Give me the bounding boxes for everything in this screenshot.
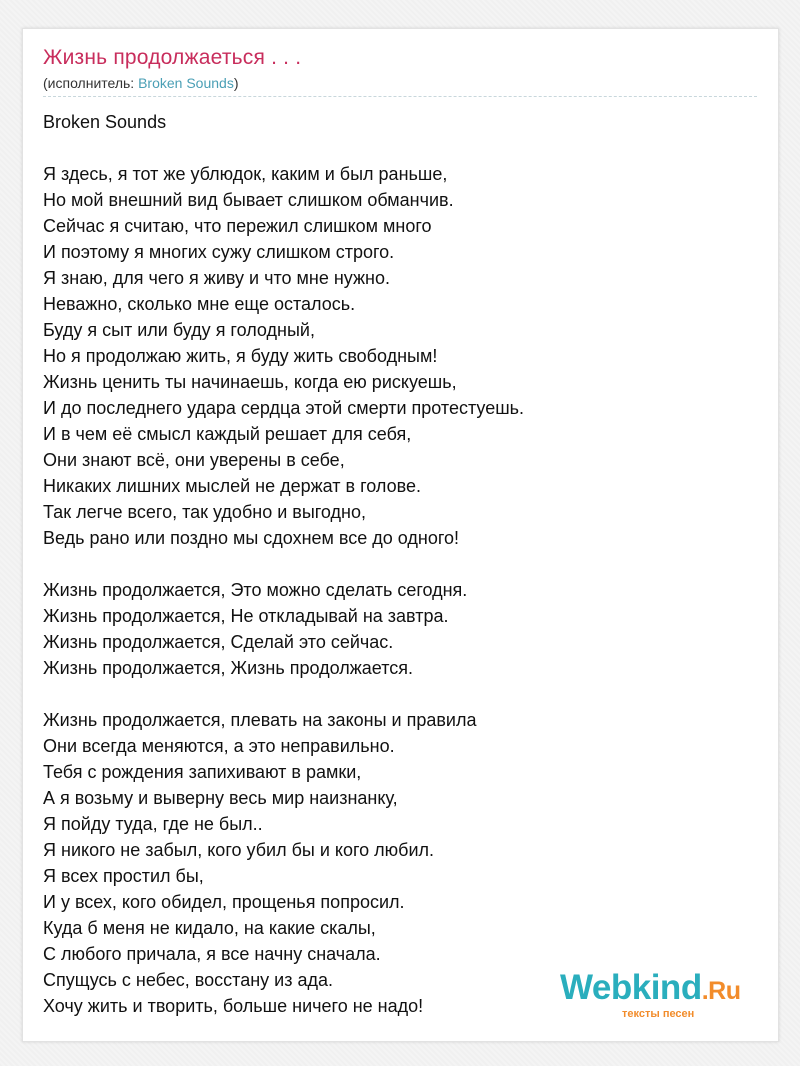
lyric-line: С любого причала, я все начну сначала. (43, 944, 381, 964)
lyric-line: А я возьму и выверну весь мир наизнанку, (43, 788, 398, 808)
lyric-line: Я здесь, я тот же ублюдок, каким и был раньше, (43, 164, 448, 184)
lyric-line: Так легче всего, так удобно и выгодно, (43, 502, 366, 522)
chorus-line: Жизнь продолжается, Это можно сделать сегодня. (43, 580, 468, 600)
chorus-line: Жизнь продолжается, Сделай это сейчас. (43, 632, 394, 652)
lyric-line: Я пойду туда, где не был.. (43, 814, 263, 834)
logo-tld: .Ru (701, 977, 741, 1005)
lyric-line: Никаких лишних мыслей не держат в голове. (43, 476, 421, 496)
lyric-line: И в чем её смысл каждый решает для себя, (43, 424, 412, 444)
lyric-line: Буду я сыт или буду я голодный, (43, 320, 315, 340)
lyric-line: Неважно, сколько мне еще осталось. (43, 294, 356, 314)
lyrics-text (43, 109, 524, 1019)
lyric-line: Куда б меня не кидало, на какие скалы, (43, 918, 376, 938)
lyric-line: Я всех простил бы, (43, 866, 204, 886)
logo-brand-name: Webkind (560, 968, 702, 1007)
webkind-logo[interactable] (560, 968, 741, 1020)
stanza-gap (43, 681, 524, 707)
artist-line (43, 75, 239, 91)
lyrics-sheet (22, 28, 779, 1042)
lyric-line: Я никого не забыл, кого убил бы и кого любил. (43, 840, 435, 860)
lyric-line: Но мой внешний вид бывает слишком обманчив. (43, 190, 454, 210)
lyric-line: И поэтому я многих сужу слишком строго. (43, 242, 395, 262)
artist-suffix: ) (233, 75, 239, 91)
lyric-line: Тебя с рождения запихивают в рамки, (43, 762, 362, 782)
lyric-line: Они всегда меняются, а это неправильно. (43, 736, 395, 756)
lyric-line: Ведь рано или поздно мы сдохнем все до одного! (43, 528, 460, 548)
stanza-gap (43, 551, 524, 577)
lyric-line: Спущусь с небес, восстану из ада. (43, 970, 334, 990)
chorus-line: Жизнь продолжается, Жизнь продолжается. (43, 658, 413, 678)
lyric-line: Жизнь продолжается, плевать на законы и правила (43, 710, 477, 730)
lyric-line: Но я продолжаю жить, я буду жить свободным! (43, 346, 438, 366)
song-title: Жизнь продолжаеться . . . (43, 46, 302, 69)
artist-link[interactable]: Broken Sounds (138, 75, 234, 91)
lyric-line: Жизнь ценить ты начинаешь, когда ею рискуешь, (43, 372, 457, 392)
lyric-line: Сейчас я считаю, что пережил слишком много (43, 216, 432, 236)
chorus-line: Жизнь продолжается, Не откладывай на завтра. (43, 606, 449, 626)
title-divider (43, 96, 757, 97)
lyric-line: Я знаю, для чего я живу и что мне нужно. (43, 268, 390, 288)
lyric-line: И до последнего удара сердца этой смерти протестуешь. (43, 398, 525, 418)
lyric-line: И у всех, кого обидел, прощенья попросил. (43, 892, 405, 912)
artist-prefix: (исполнитель: (43, 75, 139, 91)
lyric-line: Они знают всё, они уверены в себе, (43, 450, 345, 470)
logo-brand (560, 968, 740, 1007)
lyric-line: Хочу жить и творить, больше ничего не надо! (43, 996, 424, 1016)
logo-tagline: тексты песен (622, 1008, 695, 1020)
stanza-gap (43, 135, 524, 161)
lyrics-heading: Broken Sounds (43, 112, 167, 132)
